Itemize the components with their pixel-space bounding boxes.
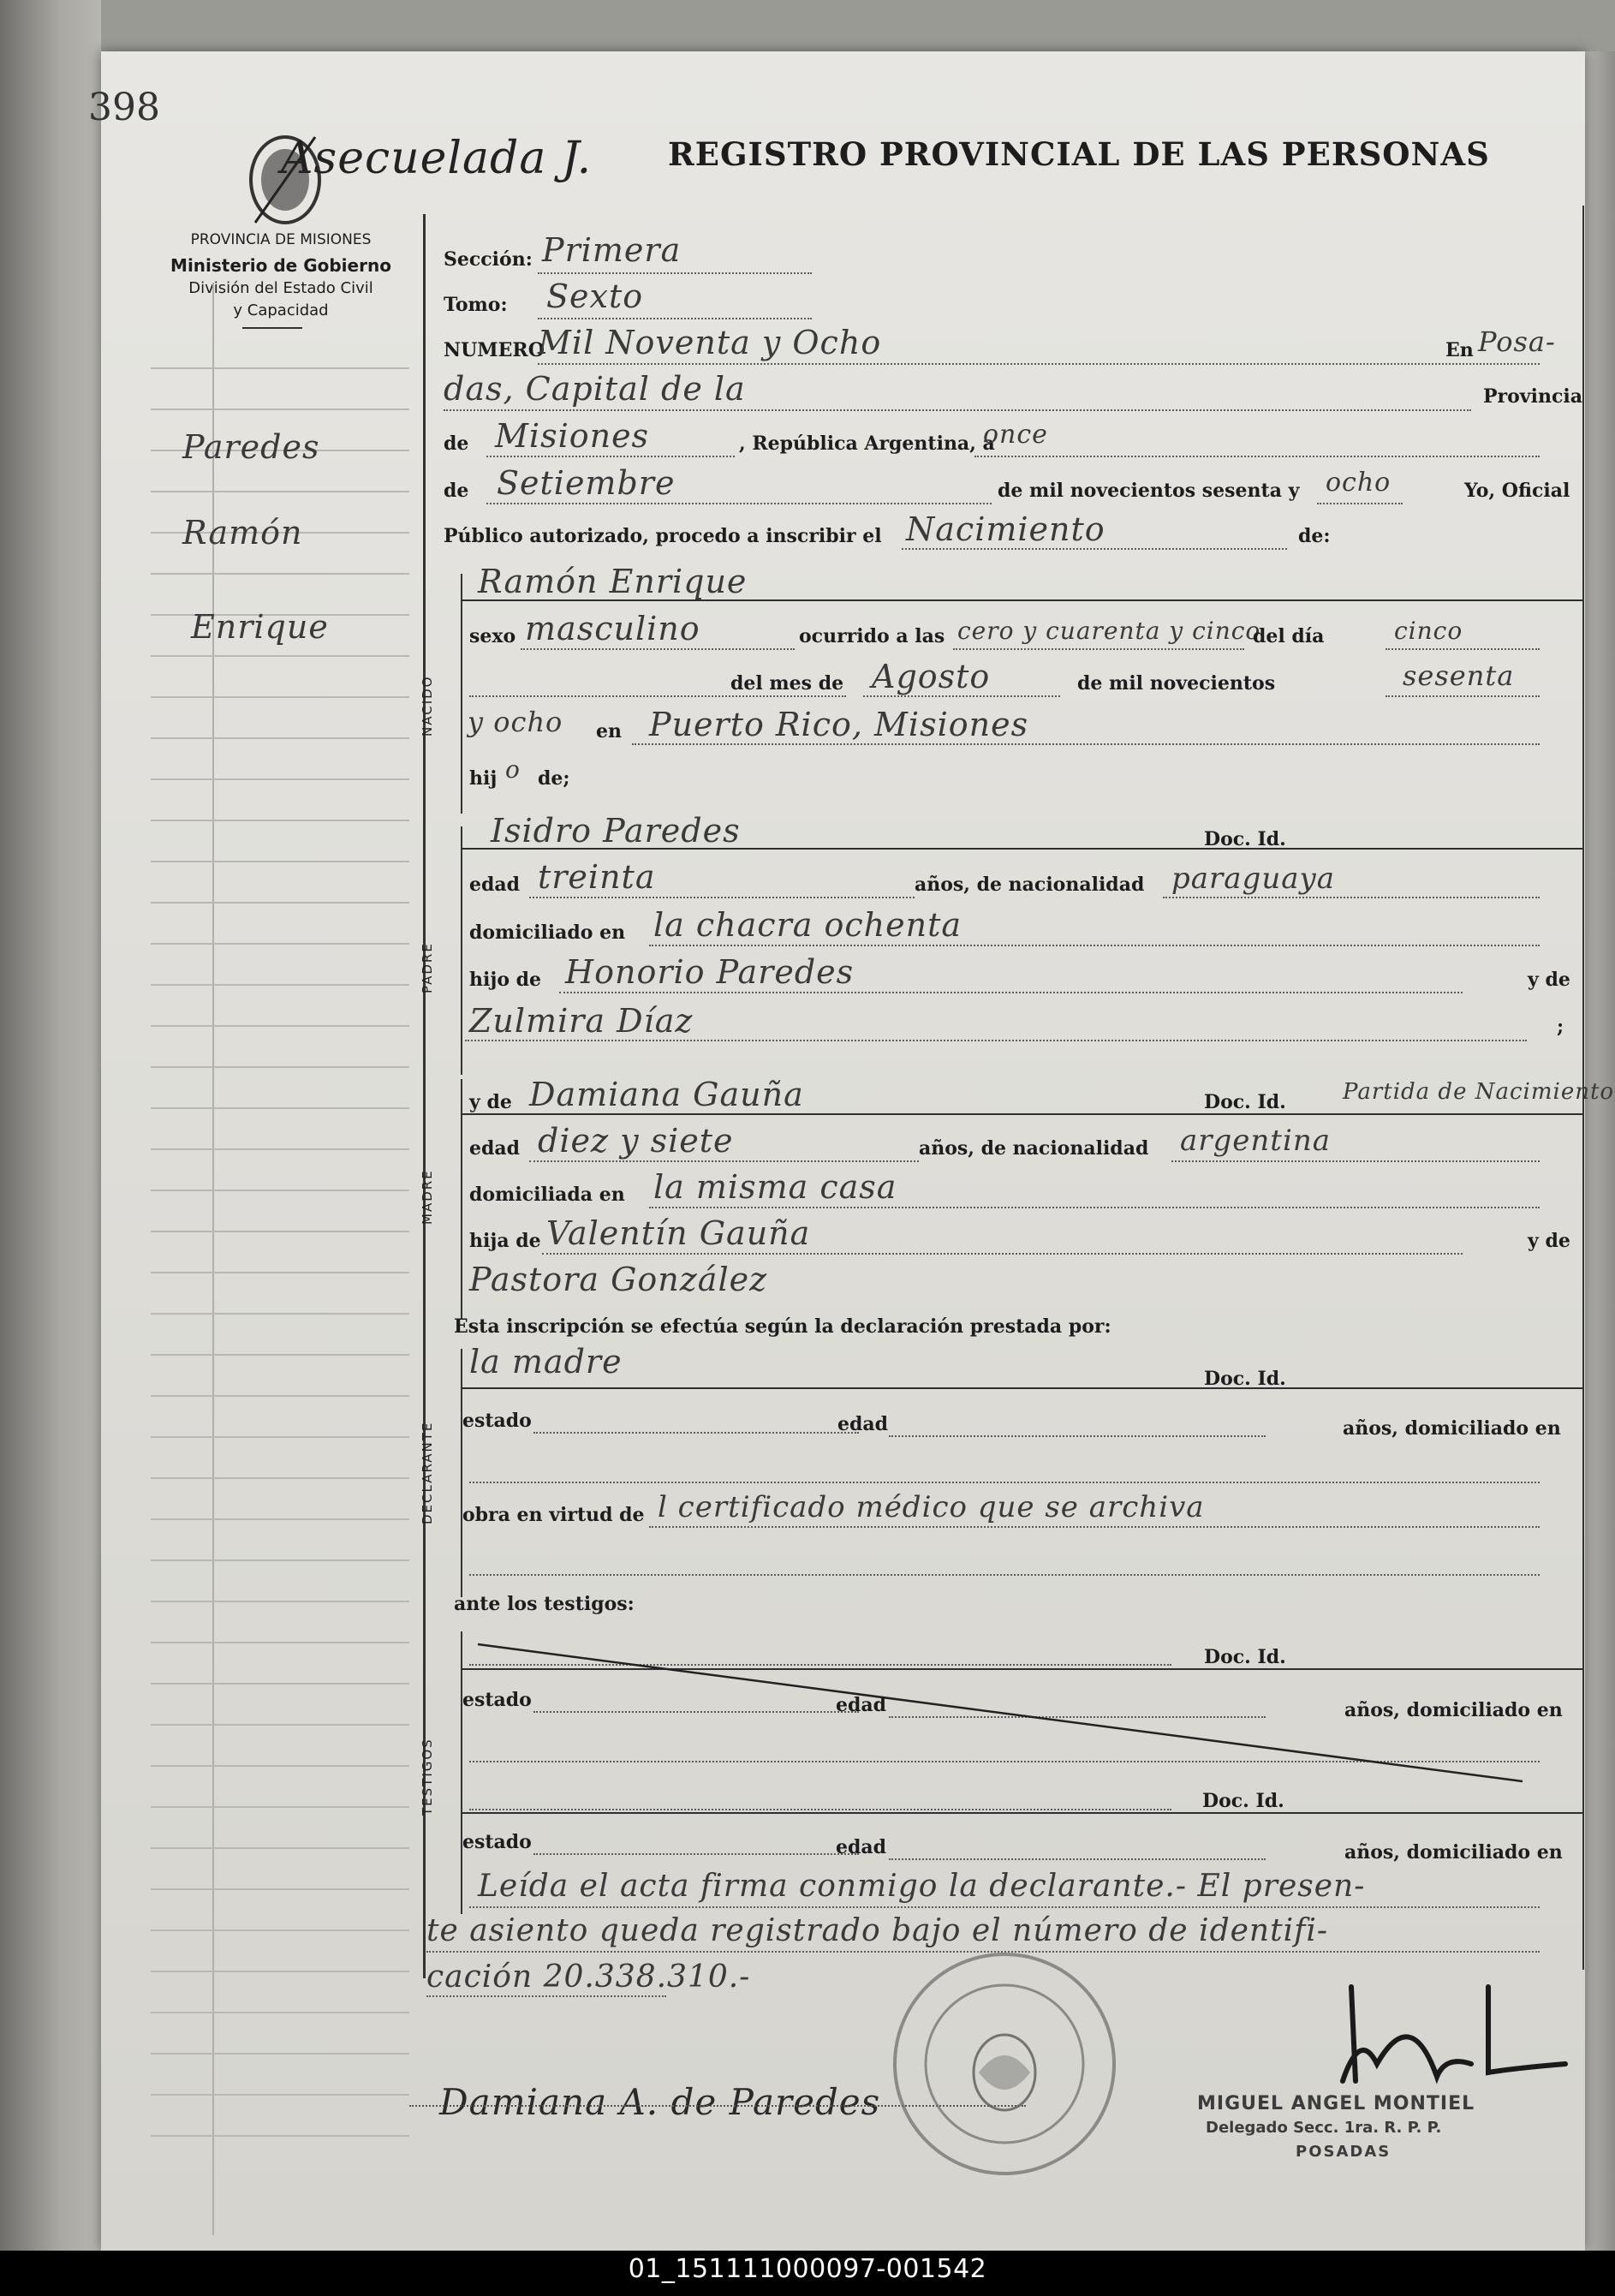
de-label-2: de xyxy=(444,480,469,502)
testigos-label: TESTIGOS xyxy=(420,1738,435,1816)
tomo-value: Sexto xyxy=(546,277,644,315)
de-semi-label: de; xyxy=(538,767,570,790)
declarante-doc-label: Doc. Id. xyxy=(1204,1368,1286,1390)
madre-yde-label: y de xyxy=(469,1091,512,1113)
en-rule xyxy=(444,409,1471,411)
acto-rule xyxy=(902,548,1287,550)
sexo-rule xyxy=(521,648,795,650)
nota-line-1: Leída el acta firma conmigo la declarante.- El presen- xyxy=(478,1869,1366,1904)
declarante-rule xyxy=(461,1387,1582,1389)
padre-rule xyxy=(461,848,1582,850)
padre-padre-rule xyxy=(559,992,1463,993)
official-seal-stamp xyxy=(885,1944,1124,2184)
padre-value: Isidro Paredes xyxy=(491,812,741,850)
testigo2-estado-rule xyxy=(533,1853,859,1855)
nombre-rule xyxy=(461,599,1582,601)
testigo1-doc-label: Doc. Id. xyxy=(1204,1646,1286,1668)
hora-value: cero y cuarenta y cinco xyxy=(957,617,1261,645)
hora-rule xyxy=(953,648,1244,650)
mes-nac-rule xyxy=(863,695,1060,697)
margin-first-name: Ramón xyxy=(182,514,303,552)
madre-rule xyxy=(461,1113,1582,1115)
testigo2-dom-label: años, domiciliado en xyxy=(1344,1841,1563,1864)
en-value-1: Posa- xyxy=(1478,325,1556,358)
declarante-label: DECLARANTE xyxy=(420,1421,435,1524)
padre-label: PADRE xyxy=(420,942,435,993)
office-divider xyxy=(242,327,302,329)
padre-doc-label: Doc. Id. xyxy=(1204,828,1286,850)
obra-label: obra en virtud de xyxy=(462,1504,645,1526)
anio-nac-2: y ocho xyxy=(468,706,563,738)
padre-dom-rule xyxy=(649,945,1540,946)
mes-rule xyxy=(486,503,992,504)
testigo1-edad-label: edad xyxy=(836,1694,887,1716)
testigos-heading: ante los testigos: xyxy=(454,1593,635,1615)
declarante-estado-rule xyxy=(533,1432,859,1434)
anio-nac-rule xyxy=(1386,695,1540,697)
footer-id: 01_151111000097-001542 xyxy=(628,2254,987,2284)
testigo2-estado-label: estado xyxy=(462,1831,532,1853)
lugar-value: Puerto Rico, Misiones xyxy=(649,706,1029,743)
padre-semi: ; xyxy=(1557,1016,1564,1038)
del-dia-label: del día xyxy=(1253,625,1325,647)
office-line-1: PROVINCIA DE MISIONES xyxy=(190,231,372,248)
testigo2-name-rule xyxy=(469,1809,1171,1810)
publico-label: Público autorizado, procedo a inscribir el xyxy=(444,525,882,547)
testigo2-rule xyxy=(461,1812,1582,1814)
blank-rule-1 xyxy=(469,695,846,697)
madre-bracket xyxy=(461,1079,462,1319)
padre-edad-label: edad xyxy=(469,874,521,896)
nombre-value: Ramón Enrique xyxy=(478,563,748,600)
dia-value: once xyxy=(983,420,1048,450)
declarante-dom-label: años, domiciliado en xyxy=(1343,1417,1561,1440)
anio-rule xyxy=(1317,503,1403,504)
margin-border xyxy=(423,214,426,1978)
madre-hija-label: hija de xyxy=(469,1230,541,1252)
hijo-label: hij xyxy=(469,767,498,790)
padre-yde-label: y de xyxy=(1528,969,1570,991)
madre-padre-rule xyxy=(542,1253,1463,1255)
tomo-label: Tomo: xyxy=(444,294,508,316)
republica-label: , República Argentina, a xyxy=(739,432,995,455)
de-label: de xyxy=(444,432,469,455)
testigo2-edad-rule xyxy=(889,1858,1266,1860)
padre-bracket xyxy=(461,826,462,1075)
declarante-edad-label: edad xyxy=(837,1413,889,1435)
testigos-strike-line xyxy=(469,1627,1540,1798)
official-stamp-name: MIGUEL ANGEL MONTIEL xyxy=(1197,2093,1475,2114)
anio-nac-1: sesenta xyxy=(1403,659,1515,692)
testigo1-estado-label: estado xyxy=(462,1689,532,1711)
madre-doc-value: Partida de Nacimiento xyxy=(1343,1079,1615,1105)
seccion-value: Primera xyxy=(542,231,682,269)
padre-hijo-label: hijo de xyxy=(469,969,542,991)
official-stamp-city: POSADAS xyxy=(1296,2143,1392,2161)
margin-middle-name: Enrique xyxy=(191,608,329,646)
declarante-blank-rule xyxy=(469,1482,1540,1483)
en2-label: en xyxy=(596,720,622,742)
dia-nac-rule xyxy=(1386,648,1540,650)
obra-value: l certificado médico que se archiva xyxy=(658,1490,1205,1524)
office-line-2: Ministerio de Gobierno xyxy=(170,255,391,276)
madre-edad-label: edad xyxy=(469,1137,521,1160)
declarant-signature: Damiana A. de Paredes xyxy=(439,2081,881,2123)
madre-nac-value: argentina xyxy=(1180,1124,1332,1158)
mes-value: Setiembre xyxy=(497,464,676,502)
padre-nac-rule xyxy=(1163,897,1540,898)
ocurrido-label: ocurrido a las xyxy=(799,625,945,647)
nota-line-2: te asiento queda registrado bajo el número de identifi- xyxy=(426,1913,1329,1948)
madre-dom-label: domiciliada en xyxy=(469,1184,625,1206)
declarante-bracket xyxy=(461,1349,462,1597)
provincia-rule xyxy=(486,456,735,457)
padre-edad-value: treinta xyxy=(538,858,656,896)
madre-value: Damiana Gauña xyxy=(529,1076,804,1113)
en-label: En xyxy=(1445,339,1474,361)
margin-surname: Paredes xyxy=(182,428,320,466)
page-number: 398 xyxy=(88,86,160,129)
padre-dom-label: domiciliado en xyxy=(469,921,626,944)
madre-nac-label: años, de nacionalidad xyxy=(919,1137,1149,1160)
provincia-value: Misiones xyxy=(495,417,650,455)
nacido-bracket xyxy=(461,574,462,814)
hijo-suffix: o xyxy=(505,755,521,784)
madre-madre-value: Pastora González xyxy=(469,1261,768,1298)
office-line-3: División del Estado Civil xyxy=(188,279,373,297)
padre-madre-rule xyxy=(465,1040,1527,1041)
testigo2-edad-label: edad xyxy=(836,1836,887,1858)
del-mes-label: del mes de xyxy=(730,672,844,695)
de-mil2-label: de mil novecientos xyxy=(1077,672,1276,695)
nacido-label: NACIDO xyxy=(420,675,435,737)
de-colon-label: de: xyxy=(1298,525,1331,547)
document-page xyxy=(88,51,1615,2251)
official-signature xyxy=(1231,1970,1574,2107)
padre-padre-value: Honorio Paredes xyxy=(565,953,855,991)
header-signature: Asecuelada J. xyxy=(281,133,593,184)
padre-edad-rule xyxy=(529,897,915,898)
madre-label: MADRE xyxy=(420,1169,435,1225)
en-value-2: das, Capital de la xyxy=(444,370,746,408)
seccion-rule xyxy=(538,272,812,274)
sexo-label: sexo xyxy=(469,625,516,647)
padre-madre-value: Zulmira Díaz xyxy=(469,1002,694,1040)
nota-rule-1 xyxy=(469,1906,1540,1908)
madre-edad-rule xyxy=(529,1160,919,1162)
declarante-edad-rule xyxy=(889,1435,1266,1437)
padre-dom-value: la chacra ochenta xyxy=(653,906,962,944)
madre-edad-value: diez y siete xyxy=(538,1122,734,1160)
declarante-value: la madre xyxy=(469,1343,623,1381)
acto-value: Nacimiento xyxy=(906,510,1105,548)
office-line-4: y Capacidad xyxy=(233,301,329,319)
nota-line-3: cación 20.338.310.- xyxy=(426,1959,751,1995)
numero-value: Mil Noventa y Ocho xyxy=(538,324,882,361)
testigo2-doc-label: Doc. Id. xyxy=(1202,1790,1284,1812)
anio-value: ocho xyxy=(1326,468,1392,498)
testigo1-dom-label: años, domiciliado en xyxy=(1344,1699,1563,1721)
yo-oficial-label: Yo, Oficial xyxy=(1464,480,1570,502)
declarante-estado-label: estado xyxy=(462,1410,532,1432)
seccion-label: Sección: xyxy=(444,248,533,271)
obra-blank-rule xyxy=(469,1574,1540,1576)
tomo-rule xyxy=(538,318,812,319)
sexo-value: masculino xyxy=(525,610,700,647)
padre-nac-value: paraguaya xyxy=(1171,862,1335,896)
dia-rule xyxy=(974,456,1540,457)
madre-dom-value: la misma casa xyxy=(653,1168,897,1206)
obra-rule xyxy=(649,1526,1540,1528)
de-mil-label: de mil novecientos sesenta y xyxy=(998,480,1300,502)
lugar-rule xyxy=(632,743,1540,745)
official-stamp-title: Delegado Secc. 1ra. R. P. P. xyxy=(1206,2119,1442,2137)
madre-doc-label: Doc. Id. xyxy=(1204,1091,1286,1113)
madre-padre-value: Valentín Gauña xyxy=(546,1214,811,1252)
mes-nac-value: Agosto xyxy=(872,658,991,695)
dia-nac-value: cinco xyxy=(1394,617,1463,645)
document-title: REGISTRO PROVINCIAL DE LAS PERSONAS xyxy=(668,135,1490,173)
provincia-label: Provincia xyxy=(1483,385,1582,408)
testigos-bracket xyxy=(461,1631,462,1914)
nota-rule-3 xyxy=(426,1995,666,1997)
padre-nac-label: años, de nacionalidad xyxy=(915,874,1145,896)
numero-rule xyxy=(538,363,1540,365)
inscripcion-label: Esta inscripción se efectúa según la declaración prestada por: xyxy=(454,1315,1111,1338)
madre-yde2-label: y de xyxy=(1528,1230,1570,1252)
madre-dom-rule xyxy=(649,1207,1540,1208)
numero-label: NUMERO xyxy=(444,339,545,361)
binder-spine xyxy=(0,0,101,2251)
madre-nac-rule xyxy=(1171,1160,1540,1162)
